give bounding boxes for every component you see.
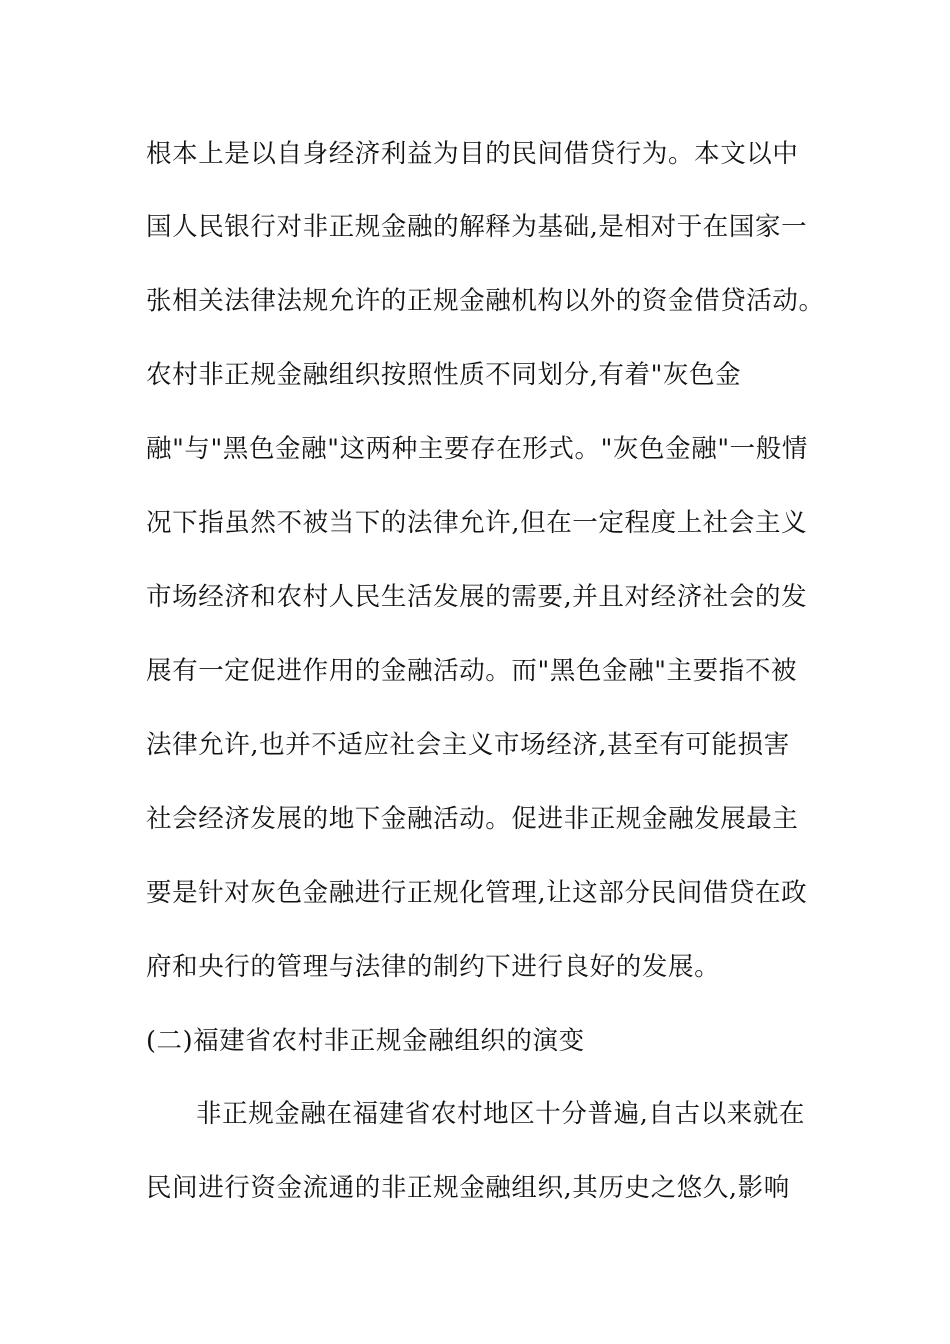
body-text-line: 国人民银行对非正规金融的解释为基础,是相对于在国家一 bbox=[146, 212, 808, 242]
body-text-line: 要是针对灰色金融进行正规化管理,让这部分民间借贷在政 bbox=[146, 878, 808, 908]
body-text-line: 张相关法律法规允许的正规金融机构以外的资金借贷活动。 bbox=[146, 286, 825, 316]
body-text-line: 非正规金融在福建省农村地区十分普遍,自古以来就在 bbox=[196, 1099, 806, 1129]
body-text-line: 法律允许,也并不适应社会主义市场经济,甚至有可能损害 bbox=[146, 730, 790, 760]
body-text-line: 展有一定促进作用的金融活动。而"黑色金融"主要指不被 bbox=[146, 656, 798, 686]
body-text-line: 农村非正规金融组织按照性质不同划分,有着"灰色金 bbox=[146, 360, 742, 390]
body-text-line: 府和央行的管理与法律的制约下进行良好的发展。 bbox=[146, 952, 721, 982]
body-text-line: 根本上是以自身经济利益为目的民间借贷行为。本文以中 bbox=[146, 139, 799, 169]
body-text-line: 社会经济发展的地下金融活动。促进非正规金融发展最主 bbox=[146, 804, 799, 834]
body-text-line: 民间进行资金流通的非正规金融组织,其历史之悠久,影响 bbox=[146, 1173, 790, 1203]
body-text-line: 市场经济和农村人民生活发展的需要,并且对经济社会的发 bbox=[146, 582, 808, 612]
section-heading: (二)福建省农村非正规金融组织的演变 bbox=[146, 1026, 585, 1056]
body-text-line: 况下指虽然不被当下的法律允许,但在一定程度上社会主义 bbox=[146, 508, 808, 538]
body-text-line: 融"与"黑色金融"这两种主要存在形式。"灰色金融"一般情 bbox=[146, 434, 808, 464]
